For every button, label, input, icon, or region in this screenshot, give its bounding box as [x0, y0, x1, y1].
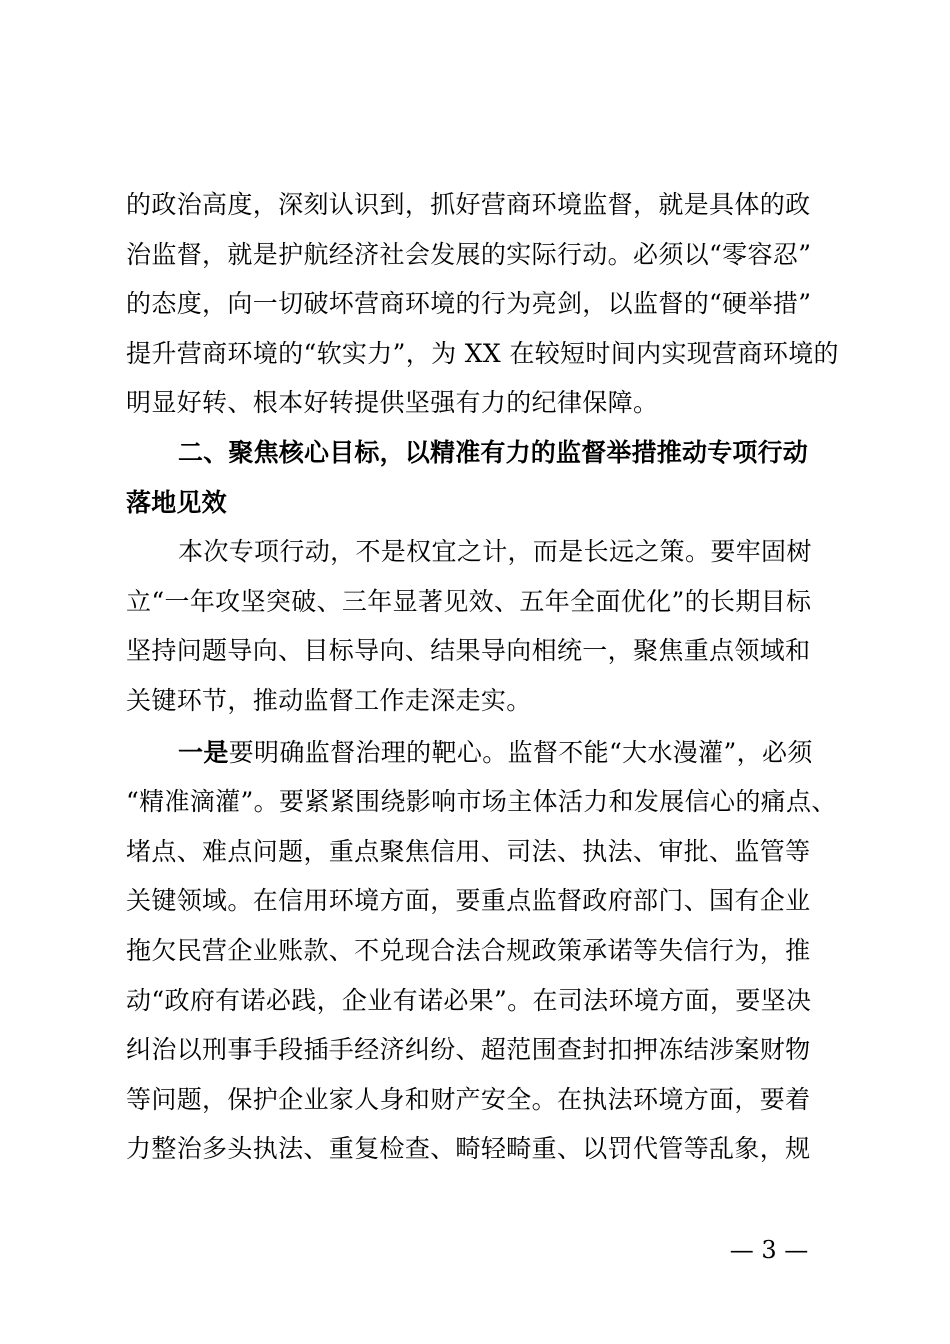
- paragraph-line: 立“一年攻坚突破、三年显著见效、五年全面优化”的长期目标: [126, 586, 812, 616]
- paragraph-line: 动“政府有诺必践，企业有诺必果”。在司法环境方面，要坚决: [126, 985, 812, 1015]
- section-heading-line-1: 二、聚焦核心目标，以精准有力的监督举措推动专项行动: [178, 437, 809, 467]
- paragraph-line: 坚持问题导向、目标导向、结果导向相统一，聚焦重点领域和: [126, 636, 811, 666]
- body-line: 明显好转、根本好转提供坚强有力的纪律保障。: [126, 388, 659, 418]
- paragraph-line: 拖欠民营企业账款、不兑现合法合规政策承诺等失信行为，推: [126, 935, 811, 965]
- paragraph-first-line: [126, 728, 832, 778]
- page-number: — 3 —: [729, 1236, 809, 1264]
- body-line: 的态度，向一切破坏营商环境的行为亮剑，以监督的“硬举措”: [126, 289, 812, 319]
- paragraph-line: 等问题，保护企业家人身和财产安全。在执法环境方面，要着: [126, 1084, 811, 1114]
- document-body: [126, 180, 839, 1174]
- paragraph-line: “精准滴灌”。要紧紧围绕影响市场主体活力和发展信心的痛点、: [126, 787, 837, 817]
- section-heading-line-2: 落地见效: [126, 487, 227, 517]
- paragraph-line: 纠治以刑事手段插手经济纠纷、超范围查封扣押冻结涉案财物: [126, 1035, 811, 1065]
- paragraph-line: 堵点、难点问题，重点聚焦信用、司法、执法、审批、监管等: [126, 836, 811, 866]
- paragraph-lead-bold: 一是: [178, 737, 229, 767]
- paragraph-line: 力整治多头执法、重复检查、畸轻畸重、以罚代管等乱象，规: [126, 1134, 811, 1164]
- paragraph-line: 本次专项行动，不是权宜之计，而是长远之策。要牢固树: [178, 537, 812, 567]
- paragraph-first-line-text: 要明确监督治理的靶心。监督不能“大水漫灌”，必须: [228, 737, 813, 767]
- body-line: 治监督，就是护航经济社会发展的实际行动。必须以“零容忍”: [126, 239, 812, 269]
- body-line: 的政治高度，深刻认识到，抓好营商环境监督，就是具体的政: [126, 190, 811, 219]
- paragraph-line: 关键领域。在信用环境方面，要重点监督政府部门、国有企业: [126, 886, 811, 916]
- body-line: 提升营商环境的“软实力”，为 XX 在较短时间内实现营商环境的: [126, 338, 839, 368]
- paragraph-line: 关键环节，推动监督工作走深走实。: [126, 685, 532, 715]
